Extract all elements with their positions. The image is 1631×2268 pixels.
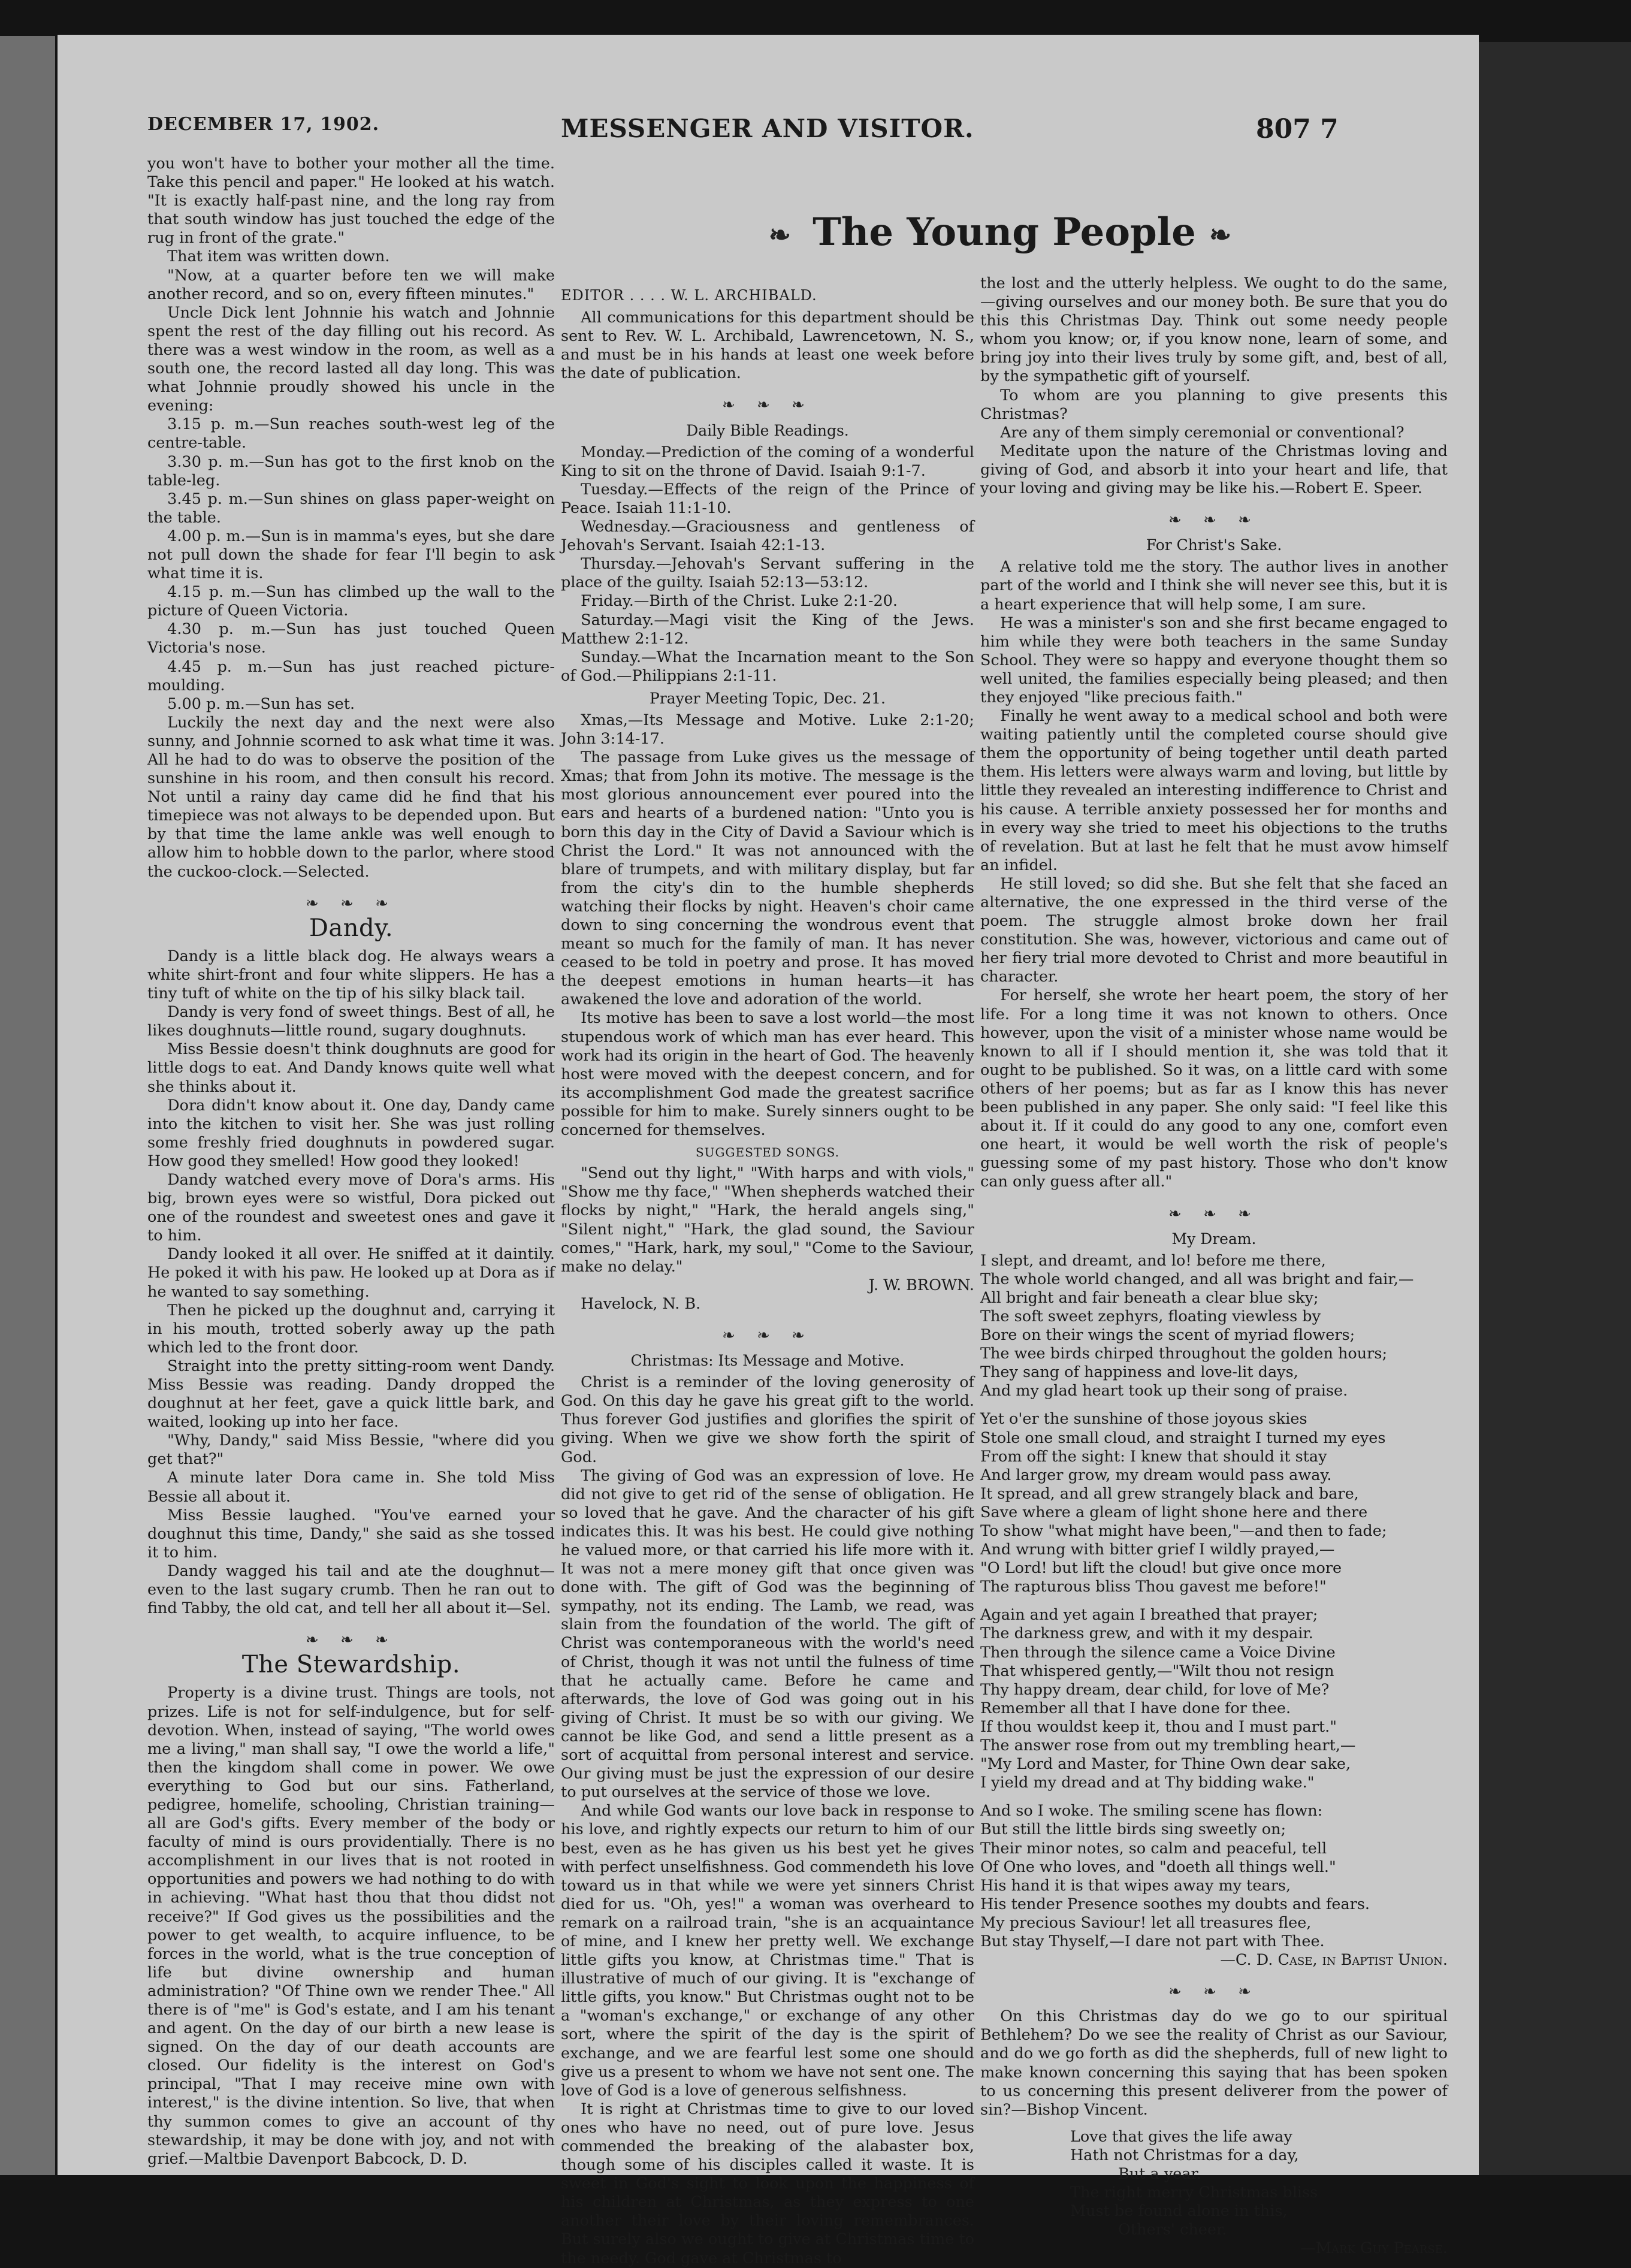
paragraph: For herself, she wrote her heart poem, the story of her life. For a long time it was not known to others. Once however, upon the visit of a minister whose name would be known to all if I should mention it, she was told that it ought to be published. So it was, on a little card with some others of her poems; but as far as I know this has never been published in any paper. She only said: "I feel like this about it. If it could do any good to any one, comfort even one heart, it would be well worth the risk of people's guessing some of my past history. Those who don't know can only guess after all." [980,986,1448,1191]
scanner-background [1479,42,1631,2175]
paragraph: Dandy is a little black dog. He always wears a white shirt-front and four white slippers. He has a tiny tuft of white on the tip of his silky black tail. [147,947,555,1003]
paragraph: Christ is a reminder of the loving generosity of God. On this day he gave his great gift to the world. Thus forever God justifies and glorifies the spirit of giving. When we give we show forth the spirit of God. [561,1373,974,1466]
paragraph: you won't have to bother your mother all the time. Take this pencil and paper." He looked at his watch. "It is exactly half-past nine, and the long ray from that south window has just touched the edge of the rug in front of the grate." [147,155,555,247]
editor-line: EDITOR . . . . W. L. ARCHIBALD. [561,287,817,304]
paragraph: Property is a divine trust. Things are tools, not prizes. Life is not for self-indulgence, but for self-devotion. When, instead of saying, "The world owes me a living," man shall say, "I owe the world a life," then the kingdom shall come in power. We owe everything to God but our sins. Fatherland, pedigree, homelife, schooling, Christian training—all are God's gifts. Every member of the body or faculty of mind is ours providentially. There is no accomplishment in our lives that is not rooted in opportunities and powers we had nothing to do with in achieving. "What hast thou that thou didst not receive?" If God gives us the possibilities and the power to get wealth, to acquire influence, to be forces in the world, what is the true conception of life but divine ownership and human administration? "Of Thine own we render Thee." All there is of "me" is God's estate, and I am his tenant and agent. On the day of our birth a new lease is signed. On the day of our death accounts are closed. Our fidelity is the interest on God's principal, "That I may receive mine own with interest," is the divine intention. So live, that when thy summon comes to give an account of thy stewardship, it may be done with joy, and not with grief.—Maltbie Davenport Babcock, D. D. [147,1684,555,2168]
subhead-my-dream: My Dream. [1171,1230,1257,1248]
page-number: 807 7 [1256,114,1339,144]
paragraph: To whom are you planning to give presents this Christmas? [980,386,1448,423]
signature: J. W. BROWN. [868,1276,974,1294]
poem-line: But a year. [1118,2165,1202,2183]
record-entry: 4.00 p. m.—Sun is in mamma's eyes, but she dare not pull down the shade for fear I'll begin to ask what time it is. [147,527,555,583]
poem-line: His tender Presence soothes my doubts and fears. [980,1895,1370,1913]
paragraph: Are any of them simply ceremonial or conventional? [1000,423,1405,442]
poem-line: The rapturous bliss Thou gavest me before!" [980,1578,1327,1596]
record-entry: 5.00 p. m.—Sun has set. [167,694,355,713]
poem-line: The soft sweet zephyrs, floating viewless by [980,1307,1321,1325]
paragraph: Dandy is very fond of sweet things. Best of all, he likes doughnuts—little round, sugary doughnuts. [147,1003,555,1040]
paragraph: "Now, at a quarter before ten we will make another record, and so on, every fifteen minutes." [147,266,555,303]
poem-line: But stay Thyself,—I dare not part with Thee. [980,1932,1325,1950]
poem-line: Hath not Christmas for a day, [1070,2146,1299,2164]
paragraph: Dora didn't know about it. One day, Dandy came into the kitchen to visit her. She was just rolling some freshly fried doughnuts in powdered sugar. How good they smelled! How good they looked! [147,1096,555,1170]
record-entry: 3.30 p. m.—Sun has got to the first knob on the table-leg. [147,452,555,490]
poem-line: Yet o'er the sunshine of those joyous skies [980,1410,1307,1429]
paragraph: Xmas,—Its Message and Motive. Luke 2:1-20; John 3:14-17. [561,711,974,748]
poem-line: If thou wouldst keep it, thou and I must part." [980,1717,1337,1736]
paragraph: Its motive has been to save a lost world—the most stupendous work of which man has ever heard. This work had its origin in the heart of God. The heavenly host were moved with the deepest concern, and for its accomplishment God made the greatest sacrifice possible for him to make. Surely sinners ought to be concerned for themselves. [561,1009,974,1140]
poem-line: But still the little birds sing sweetly on; [980,1820,1286,1839]
paragraph: Dandy watched every move of Dora's arms. His big, brown eyes were so wistful, Dora picked out one of the roundest and sweetest ones and gave it to him. [147,1170,555,1245]
poem-christmas-bliss [1070,2128,1448,2240]
section-title: The Young People [813,210,1196,255]
article-title-dandy: Dandy. [309,914,394,942]
record-entry: 3.15 p. m.—Sun reaches south-west leg of the centre-table. [147,415,555,452]
section-ornament-icon: ❧ ❧ ❧ [722,1326,813,1345]
subhead-christmas: Christmas: Its Message and Motive. [630,1352,905,1370]
record-entry: 3.45 p. m.—Sun shines on glass paper-weight on the table. [147,490,555,527]
poem-line: Save where a gleam of light shone here and there [980,1503,1368,1521]
reading-item: Sunday.—What the Incarnation meant to the Son of God.—Philippians 2:1-11. [561,648,974,685]
record-entry: 4.15 p. m.—Sun has climbed up the wall to the picture of Queen Victoria. [147,583,555,620]
poem-line: His hand it is that wipes away my tears, [980,1876,1291,1895]
running-head-date: DECEMBER 17, 1902. [147,114,380,135]
subhead-prayer-topic: Prayer Meeting Topic, Dec. 21. [650,689,886,707]
poem-line: All bright and fair beneath a clear blue sky; [980,1288,1319,1307]
section-ornament-icon: ❧ ❧ ❧ [1168,1204,1260,1223]
poem-line: And my glad heart took up their song of praise. [980,1382,1348,1400]
paragraph: And while God wants our love back in response to his love, and rightly expects our return to him of our best, even as he has given us his best yet he gives with perfect unselfishness. God commendeth his love toward us in that while we were yet sinners Christ died for us. "Oh, yes!" a woman was overheard to remark on a railroad train, "she is an acquaintance of mine, and I knew her pretty well. We exchange little gifts you know, at Christmas time." That is illustrative of much of our giving. It is "exchange of little gifts, you know." But Christmas ought not to be a "woman's exchange," or exchange of any other sort, where the spirit of the day is the spirit of exchange, and we are fearful lest some one should give us a present to whom we have not sent one. The love of God is a love of generous selfishness. [561,1802,974,2100]
section-ornament-icon: ❧ ❧ ❧ [306,894,397,913]
poem-line: "My Lord and Master, for Thine Own dear sake, [980,1755,1351,1774]
article-title-stewardship: The Stewardship. [241,1651,461,1679]
poem-line: To show "what might have been,"—and then to fade; [980,1522,1387,1540]
poem-line: I yield my dread and at Thy bidding wake." [980,1774,1315,1792]
paragraph: Dandy wagged his tail and ate the doughnut—even to the last sugary crumb. Then he ran out to find Tabby, the old cat, and tell her all about it—Sel. [147,1562,555,1618]
paragraph: Uncle Dick lent Johnnie his watch and Johnnie spent the rest of the day filling out his record. As there was a west window in the room, as well as a south one, the record lasted all day long. This was what Johnnie proudly showed his uncle in the evening: [147,303,555,415]
record-entry: 4.45 p. m.—Sun has just reached picture-moulding. [147,657,555,694]
paragraph: All communications for this department should be sent to Rev. W. L. Archibald, Lawrencetown, N. S., and must be in his hands at least one week before the date of publication. [561,309,974,383]
poem-my-dream [980,1252,1448,1951]
paragraph: That item was written down. [167,247,390,266]
paragraph: Straight into the pretty sitting-room went Dandy. Miss Bessie was reading. Dandy dropped the doughnut at her feet, gave a quick little bark, and waited, looking up into her face. [147,1357,555,1432]
poem-line: And wrung with bitter grief I wildly prayed,— [980,1541,1335,1559]
poem-line: Thy happy dream, dear child, for love of Me? [980,1680,1330,1699]
paragraph: He was a minister's son and she first became engaged to him while they were both teachers in the same Sunday School. They were so happy and everyone thought them so well united, the families especially being pleased; and then they enjoyed "like precious faith." [980,614,1448,706]
paragraph: Then he picked up the doughnut and, carrying it in his mouth, trotted soberly away up the path which led to the front door. [147,1301,555,1357]
section-banner [561,210,1448,255]
poem-line: The answer rose from out my trembling heart,— [980,1737,1356,1755]
record-entry: 4.30 p. m.—Sun has just touched Queen Victoria's nose. [147,620,555,657]
reading-item: Saturday.—Magi visit the King of the Jews. Matthew 2:1-12. [561,611,974,648]
subhead-daily-readings: Daily Bible Readings. [686,421,849,439]
subhead-suggested-songs: SUGGESTED SONGS. [695,1145,840,1160]
fleuron-left-icon: ❧ [769,220,799,250]
fleuron-right-icon: ❧ [1209,220,1240,250]
poem-line: Remember all that I have done for thee. [980,1699,1291,1717]
paragraph: Luckily the next day and the next were also sunny, and Johnnie scorned to ask what time it was. All he had to do was to observe the position of the sunshine in his room, and then consult his record. Not until a rainy day came did he find that his timepiece was not always to be depended upon. But by that time the lame ankle was well enough to allow him to hobble down to the parlor, where stood the cuckoo-clock.—Selected. [147,713,555,881]
paragraph: The giving of God was an expression of love. He did not give to get rid of the sense of obligation. He so loved that he gave. And the character of his gift indicates this. It was his best. He could give nothing he valued more, or that carried his life more with it. It was not a mere money gift that once given was done with. The gift of God was the beginning of sympathy, not its ending. The Lamb, we read, was slain from the foundation of the world. The gift of Christ was contemporaneous with the world's need of Christ, though it was not until the fulness of time that he actually came. Before he came and afterwards, the love of God was going out in his giving of Christ. It must be so with our giving. We cannot be like God, and send a little present as a sort of acquittal from personal interest and service. Our giving must be just the expression of our desire to put ourselves at the service of those we love. [561,1466,974,1802]
poem-line: And so I woke. The smiling scene has flown: [980,1802,1323,1820]
poem-line: Others' cheer. [1118,2221,1227,2239]
paragraph: "Why, Dandy," said Miss Bessie, "where did you get that?" [147,1432,555,1469]
poem-line: The whole world changed, and all was bright and fair,— [980,1270,1414,1288]
poem-line: I slept, and dreamt, and lo! before me there, [980,1251,1326,1270]
poem-line: The darkness grew, and with it my despair. [980,1624,1313,1643]
poem-line: Their minor notes, so calm and peaceful, tell [980,1839,1327,1858]
poem-line: And larger grow, my dream would pass away. [980,1466,1332,1484]
poem-line: It spread, and all grew strangely black and bare, [980,1484,1359,1503]
poem-credit: —C. D. Case, in Baptist Union. [1220,1951,1448,1970]
paragraph: Miss Bessie doesn't think doughnuts are good for little dogs to eat. And Dandy knows quite well what she thinks about it. [147,1040,555,1096]
section-ornament-icon: ❧ ❧ ❧ [1168,511,1260,530]
poem-line: Then through the silence came a Voice Divine [980,1643,1336,1662]
poem-credit: —Mark Guy Pearse. [1300,2239,1448,2258]
poem-line: They sang of happiness and love-lit days, [980,1363,1298,1382]
paragraph: It is right at Christmas time to give to our loved ones who have no need, out of pure love. Jesus commended the breaking of the alabaster box, though some of his disciples called it waste. It is sweet in God's sight to look upon the happiness of his children at Christmas, as they express to one another their love by their loving remembrances. But surely also we ought to give at Christmas time to the needy. God gave at Christmas to [561,2100,974,2267]
poem-line: Love that gives the life away [1070,2127,1292,2146]
column-1 [147,155,555,2169]
poem-line: The wee birds chirped throughout the golden hours; [980,1345,1388,1363]
paragraph: A minute later Dora came in. She told Miss Bessie all about it. [147,1469,555,1506]
reading-item: Tuesday.—Effects of the reign of the Prince of Peace. Isaiah 11:1-10. [561,480,974,517]
reading-item: Thursday.—Jehovah's Servant suffering in the place of the guilty. Isaiah 52:13—53:12. [561,555,974,592]
poem-line: Stole one small cloud, and straight I turned my eyes [980,1429,1386,1447]
section-ornament-icon: ❧ ❧ ❧ [306,1631,397,1650]
paragraph: He still loved; so did she. But she felt that she faced an alternative, the one expressed in the third verse of the poem. The struggle almost broke down her frail constitution. She was, however, victorious and came out of her fiery trial more devoted to Christ and more beautiful in character. [980,874,1448,986]
section-ornament-icon: ❧ ❧ ❧ [722,396,813,415]
poem-line: "O Lord! but lift the cloud! but give once more [980,1559,1342,1578]
paragraph: On this Christmas day do we go to our spiritual Bethlehem? Do we see the reality of Christ as our Saviour, and do we go forth as did the shepherds, full of new light to make known concerning this saying that has been spoken to us concerning this present deliverer from the power of sin?—Bishop Vincent. [980,2007,1448,2119]
paragraph: the lost and the utterly helpless. We ought to do the same,—giving ourselves and our money both. Be sure that you do this this Christmas Day. Think out some needy people whom you know; or, if you know none, learn of some, and bring joy into their lives truly by some gift, and, best of all, by the sympathetic gift of yourself. [980,274,1448,386]
poem-line: Bore on their wings the scent of myriad flowers; [980,1326,1355,1345]
poem-line: That whispered gently,—"Wilt thou not resign [980,1662,1334,1680]
poem-line: Of One who loves, and "doeth all things well." [980,1858,1336,1876]
poem-line: From off the sight: I knew that should it stay [980,1447,1327,1466]
column-3 [980,274,1448,2258]
reading-item: Friday.—Birth of the Christ. Luke 2:1-20. [581,592,898,611]
poem-line: Must be found alone in this, [1070,2202,1288,2221]
paragraph: Finally he went away to a medical school and both were waiting patiently until the completed course should give them the opportunity of being together until death parted them. His letters were always warm and loving, but little by little they revealed an interesting indifference to Christ and his cause. A terrible anxiety possessed her for months and in every way she tried to meet his objections to the truths of revelation. But at last he felt that he must avow himself an infidel. [980,707,1448,874]
paragraph: "Send out thy light," "With harps and with viols," "Show me thy face," "When shepherds watched their flocks by night," "Hark, the herald angels sing," "Silent night," "Hark, the glad sound, the Saviour comes," "Hark, hark, my soul," "Come to the Saviour, make no delay." [561,1164,974,1276]
poem-line: My precious Saviour! let all treasures flee, [980,1913,1312,1932]
section-ornament-icon: ❧ ❧ ❧ [1168,1983,1260,2001]
poem-line: Again and yet again I breathed that prayer; [980,1606,1318,1624]
paragraph: A relative told me the story. The author lives in another part of the world and I think she will never see this, but it is a heart experience that will help some, I am sure. [980,558,1448,614]
paragraph: Meditate upon the nature of the Christmas loving and giving of God, and absorb it into your heart and life, that your loving and giving may be like his.—Robert E. Speer. [980,442,1448,498]
poem-line: The right merry Christmas bliss [1070,2184,1318,2202]
reading-item: Wednesday.—Graciousness and gentleness of Jehovah's Servant. Isaiah 42:1-13. [561,518,974,555]
paragraph: The passage from Luke gives us the message of Xmas; that from John its motive. The message is the most glorious announcement ever poured into the ears and hearts of a burdened nation: "Unto you is born this day in the City of David a Saviour which is Christ the Lord." It was not announced with the blare of trumpets, and with military display, but far from the city's din to the humble shepherds watching their flocks by night. Heaven's choir came down to sing concerning the wondrous event that meant so much for the family of man. It has never ceased to be told in poetry and prose. It has moved the deepest emotions in human hearts—it has awakened the love and adoration of the world. [561,748,974,1009]
dateline: Havelock, N. B. [581,1294,701,1313]
reading-item: Monday.—Prediction of the coming of a wonderful King to sit on the throne of David. Isaiah 9:1-7. [561,443,974,480]
adjacent-page-edge [0,36,55,2175]
paragraph: Dandy looked it all over. He sniffed at it daintily. He poked it with his paw. He looked up at Dora as if he wanted to say something. [147,1245,555,1301]
column-2 [561,286,974,2268]
newspaper-page [58,35,1479,2267]
paragraph: Miss Bessie laughed. "You've earned your doughnut this time, Dandy," she said as she tossed it to him. [147,1506,555,1562]
running-head-title: MESSENGER AND VISITOR. [561,114,974,143]
subhead-for-christs-sake: For Christ's Sake. [1146,536,1282,554]
